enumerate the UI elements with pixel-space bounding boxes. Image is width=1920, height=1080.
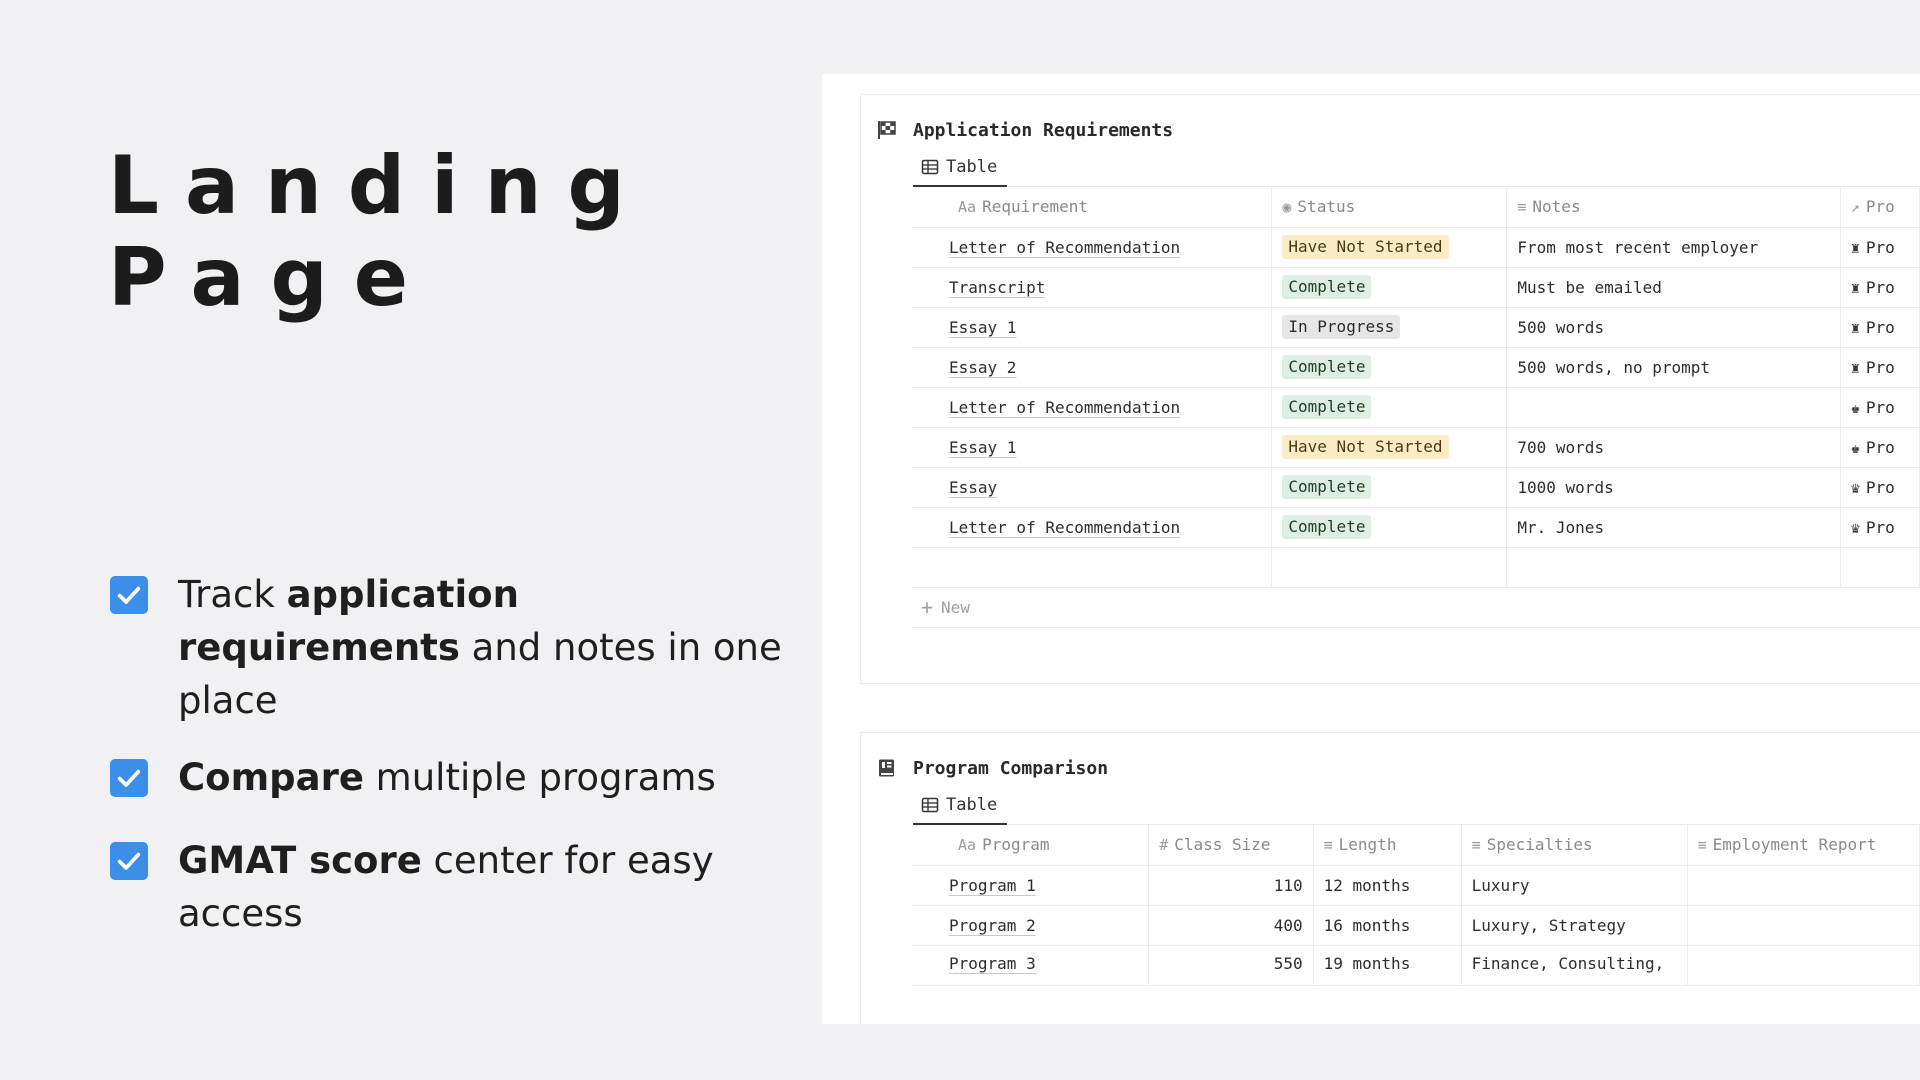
lines-icon: ≡ — [1471, 836, 1481, 855]
column-header-status[interactable]: ◉ Status — [1272, 187, 1507, 227]
feature-emphasis: Compare — [178, 756, 364, 799]
rook-icon: ♜ — [1850, 278, 1860, 297]
feature-emphasis: GMAT score — [178, 839, 422, 882]
rook-icon: ♜ — [1850, 238, 1860, 257]
length-cell[interactable]: 12 months — [1313, 865, 1461, 905]
column-header-class-size[interactable]: # Class Size — [1149, 825, 1313, 865]
feature-text: GMAT score center for easy access — [178, 839, 714, 935]
table-icon — [921, 158, 939, 176]
plus-icon: + — [921, 595, 934, 619]
employment-report-cell[interactable] — [1687, 865, 1919, 905]
status-badge: Have Not Started — [1282, 235, 1448, 259]
status-cell[interactable] — [1272, 427, 1507, 467]
length-cell[interactable]: 19 months — [1313, 945, 1461, 985]
programs-database — [860, 732, 1920, 1024]
empty-table-row[interactable] — [913, 547, 1920, 587]
requirement-cell[interactable]: Essay 1 — [913, 427, 1272, 467]
new-row-label: New — [941, 597, 970, 617]
program-relation-cell[interactable]: ♜ Pro — [1840, 347, 1919, 387]
program-name-cell[interactable]: Program 2 — [913, 905, 1149, 945]
status-cell[interactable] — [1272, 467, 1507, 507]
number-property-icon: # — [1159, 836, 1169, 855]
book-icon — [877, 758, 897, 778]
length-cell[interactable]: 16 months — [1313, 905, 1461, 945]
status-badge: Have Not Started — [1282, 435, 1448, 459]
table-row[interactable] — [913, 427, 1920, 467]
programs-table — [913, 825, 1920, 986]
employment-report-cell[interactable] — [1687, 945, 1919, 985]
feature-item — [110, 568, 790, 727]
text-property-icon: Aa — [958, 198, 977, 217]
column-header-program[interactable]: Aa Program — [913, 825, 1149, 865]
status-cell[interactable] — [1272, 307, 1507, 347]
requirement-cell[interactable]: Letter of Recommendation — [913, 227, 1272, 267]
requirement-cell[interactable]: Essay 2 — [913, 347, 1272, 387]
notes-cell[interactable]: 700 words — [1507, 427, 1840, 467]
table-row[interactable] — [913, 227, 1920, 267]
notes-cell[interactable]: From most recent employer — [1507, 227, 1840, 267]
column-header-employment-report[interactable]: ≡ Employment Report — [1687, 825, 1919, 865]
table-icon — [921, 796, 939, 814]
notes-cell[interactable]: 1000 words — [1507, 467, 1840, 507]
notes-cell[interactable] — [1507, 387, 1840, 427]
feature-text: Compare multiple programs — [178, 756, 716, 799]
requirements-database — [860, 94, 1920, 684]
program-relation-cell[interactable]: ♜ Pro — [1840, 267, 1919, 307]
status-cell[interactable] — [1272, 347, 1507, 387]
requirement-cell[interactable]: Essay 1 — [913, 307, 1272, 347]
feature-item — [110, 751, 790, 804]
relation-arrow-icon: ↗ — [1850, 198, 1860, 217]
specialties-cell[interactable]: Luxury — [1461, 865, 1687, 905]
status-cell[interactable] — [1272, 227, 1507, 267]
table-row[interactable] — [913, 467, 1920, 507]
requirement-cell[interactable]: Essay — [913, 467, 1272, 507]
program-name-cell[interactable]: Program 3 — [913, 945, 1149, 985]
empty-cell[interactable] — [1507, 547, 1840, 587]
column-header-program[interactable]: ↗ Pro — [1840, 187, 1919, 227]
status-icon: ◉ — [1282, 198, 1292, 217]
table-row[interactable] — [913, 267, 1920, 307]
requirement-cell[interactable]: Transcript — [913, 267, 1272, 307]
queen-icon: ♛ — [1850, 478, 1860, 497]
program-relation-cell[interactable]: ♜ Pro — [1840, 307, 1919, 347]
lines-icon: ≡ — [1517, 198, 1527, 217]
program-relation-cell[interactable]: ♜ Pro — [1840, 227, 1919, 267]
page-title-line-2: Page — [108, 231, 434, 324]
king-icon: ♚ — [1850, 438, 1860, 457]
table-row[interactable] — [913, 905, 1920, 945]
column-header-length[interactable]: ≡ Length — [1313, 825, 1461, 865]
tab-table[interactable] — [913, 795, 1007, 825]
notes-cell[interactable]: Must be emailed — [1507, 267, 1840, 307]
status-badge: Complete — [1282, 275, 1371, 299]
status-cell[interactable] — [1272, 387, 1507, 427]
notes-cell[interactable]: 500 words — [1507, 307, 1840, 347]
program-relation-cell[interactable]: ♛ Pro — [1840, 467, 1919, 507]
page-title-line-1: Landing — [108, 139, 651, 232]
text-property-icon: Aa — [958, 836, 977, 855]
rook-icon: ♜ — [1850, 358, 1860, 377]
status-badge: Complete — [1282, 475, 1371, 499]
page-title — [108, 140, 651, 324]
status-cell[interactable] — [1272, 267, 1507, 307]
empty-cell[interactable] — [1840, 547, 1919, 587]
program-relation-cell[interactable]: ♛ Pro — [1840, 507, 1919, 547]
table-row[interactable] — [913, 347, 1920, 387]
view-tabs — [913, 147, 1920, 187]
column-header-notes[interactable]: ≡ Notes — [1507, 187, 1840, 227]
program-name-cell[interactable]: Program 1 — [913, 865, 1149, 905]
notion-workspace — [822, 74, 1920, 1024]
lines-icon: ≡ — [1323, 836, 1333, 855]
feature-item — [110, 834, 790, 940]
database-header — [861, 113, 1920, 147]
specialties-cell[interactable]: Finance, Consulting, — [1461, 945, 1687, 985]
table-header-row — [913, 187, 1920, 227]
view-tabs — [913, 785, 1920, 825]
table-row[interactable] — [913, 307, 1920, 347]
checked-checkbox-icon[interactable] — [110, 842, 148, 880]
column-header-requirement[interactable]: Aa Requirement — [913, 187, 1272, 227]
rook-icon: ♜ — [1850, 318, 1860, 337]
database-title[interactable]: Application Requirements — [913, 119, 1174, 141]
empty-cell[interactable] — [1272, 547, 1507, 587]
database-header — [861, 751, 1920, 785]
program-relation-cell[interactable]: ♚ Pro — [1840, 427, 1919, 467]
tab-label: Table — [946, 157, 998, 177]
lines-icon: ≡ — [1697, 836, 1707, 855]
table-row[interactable] — [913, 865, 1920, 905]
program-relation-cell[interactable]: ♚ Pro — [1840, 387, 1919, 427]
status-badge: Complete — [1282, 515, 1371, 539]
status-cell[interactable] — [1272, 507, 1507, 547]
table-row[interactable] — [913, 507, 1920, 547]
feature-emphasis: application requirements — [178, 573, 519, 669]
employment-report-cell[interactable] — [1687, 905, 1919, 945]
tab-table[interactable] — [913, 157, 1007, 187]
notes-cell[interactable]: Mr. Jones — [1507, 507, 1840, 547]
database-title[interactable]: Program Comparison — [913, 757, 1109, 779]
table-row[interactable] — [913, 945, 1920, 985]
checked-checkbox-icon[interactable] — [110, 759, 148, 797]
tab-label: Table — [946, 795, 998, 815]
empty-cell[interactable] — [913, 547, 1272, 587]
status-badge: Complete — [1282, 395, 1371, 419]
class-size-cell[interactable]: 110 — [1149, 865, 1313, 905]
table-row[interactable] — [913, 387, 1920, 427]
notes-cell[interactable]: 500 words, no prompt — [1507, 347, 1840, 387]
king-icon: ♚ — [1850, 398, 1860, 417]
status-badge: Complete — [1282, 355, 1371, 379]
requirement-cell[interactable]: Letter of Recommendation — [913, 507, 1272, 547]
queen-icon: ♛ — [1850, 518, 1860, 537]
checked-checkbox-icon[interactable] — [110, 576, 148, 614]
class-size-cell[interactable]: 550 — [1149, 945, 1313, 985]
checkered-flag-icon — [877, 120, 897, 140]
column-header-specialties[interactable]: ≡ Specialties — [1461, 825, 1687, 865]
specialties-cell[interactable]: Luxury, Strategy — [1461, 905, 1687, 945]
table-header-row — [913, 825, 1920, 865]
status-badge: In Progress — [1282, 315, 1400, 339]
feature-list — [110, 568, 790, 964]
add-new-row-button[interactable] — [913, 588, 1920, 628]
requirements-table — [913, 187, 1920, 588]
feature-text: Track application requirements and notes in one place — [178, 573, 782, 722]
requirement-cell[interactable]: Letter of Recommendation — [913, 387, 1272, 427]
class-size-cell[interactable]: 400 — [1149, 905, 1313, 945]
